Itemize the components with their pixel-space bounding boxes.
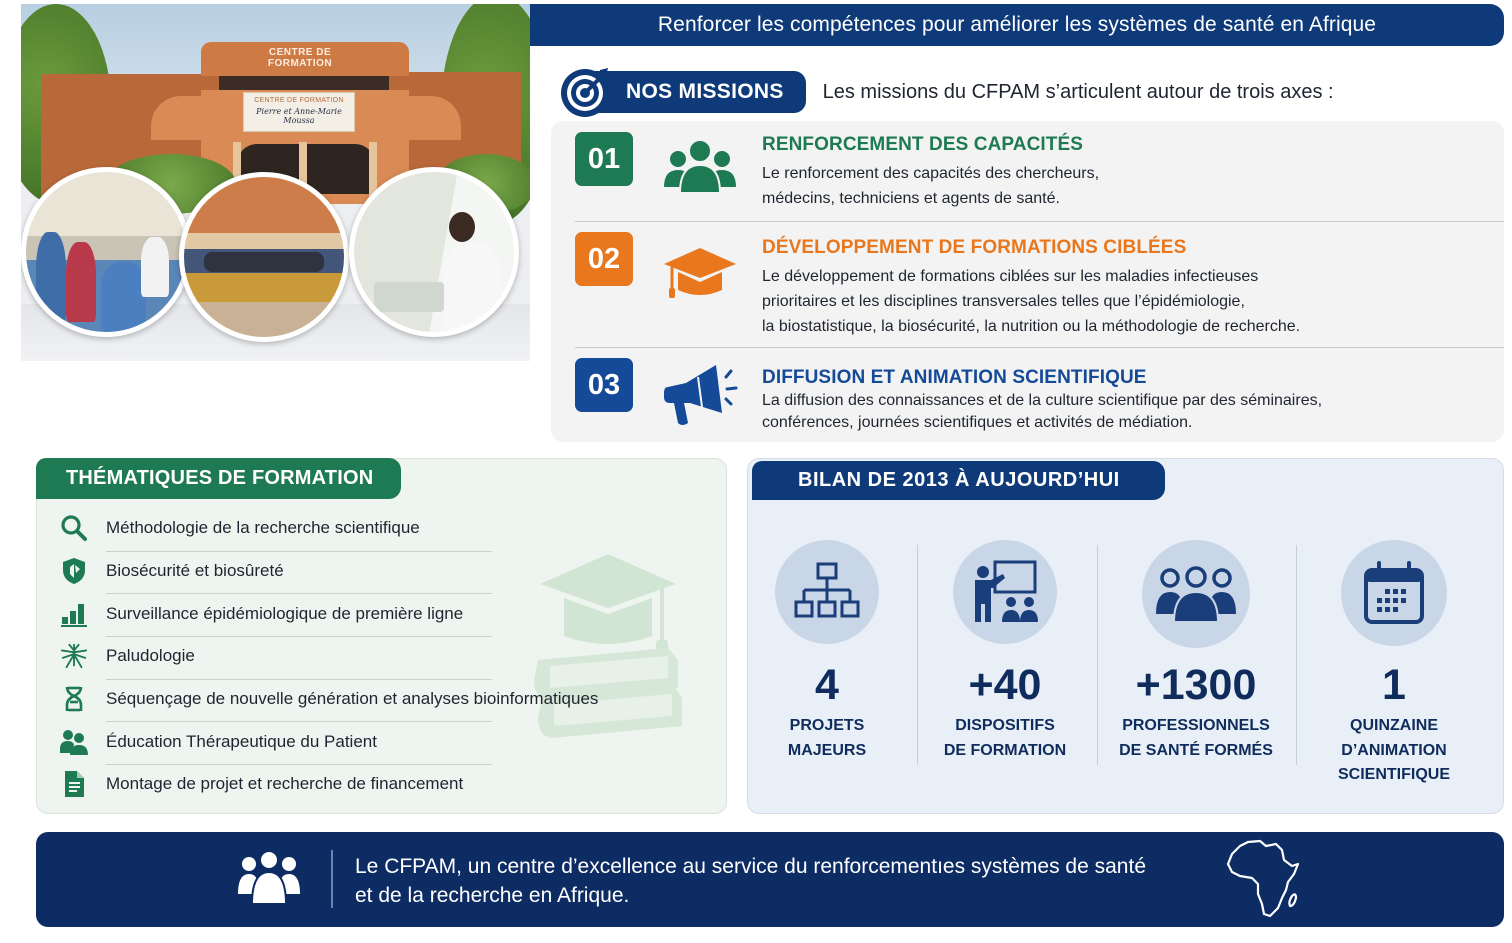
mission-description-line: prioritaires et les disciplines transversales telles que l’épidémiologie, bbox=[762, 293, 1245, 310]
missions-header bbox=[560, 66, 1334, 118]
stat-label-line: DE SANTÉ FORMÉS bbox=[1119, 741, 1273, 759]
theme-item bbox=[60, 763, 710, 806]
stat-value: +1300 bbox=[1135, 661, 1257, 709]
theme-label: Biosécurité et biosûreté bbox=[106, 561, 284, 581]
themes-list bbox=[60, 507, 710, 806]
teacher-icon bbox=[953, 540, 1057, 644]
people-group-icon bbox=[236, 850, 302, 906]
missions-intro: Les missions du CFPAM s’articulent autour de trois axes : bbox=[822, 80, 1334, 103]
dna-icon bbox=[60, 685, 88, 713]
stat-label-line: DE FORMATION bbox=[943, 741, 1067, 759]
theme-item bbox=[60, 592, 710, 635]
theme-label: Méthodologie de la recherche scientifique bbox=[106, 518, 420, 538]
mission-divider bbox=[575, 221, 1504, 222]
sign-line-2: Pierre et Anne-Marie Moussa bbox=[256, 107, 342, 125]
group-photo bbox=[179, 172, 349, 342]
stat-divider bbox=[917, 545, 918, 765]
stat-label-line: DISPOSITIFS bbox=[955, 717, 1055, 734]
sign-line-1: CENTRE DE FORMATION bbox=[254, 97, 344, 104]
mission-divider bbox=[575, 347, 1504, 348]
shield-icon bbox=[60, 557, 88, 585]
stat-label bbox=[747, 714, 907, 763]
org-chart-icon bbox=[775, 540, 879, 644]
theme-label: Montage de projet et recherche de financement bbox=[106, 774, 464, 794]
people-group-icon bbox=[658, 131, 742, 203]
stat-divider bbox=[1097, 545, 1098, 765]
photo-person bbox=[141, 237, 169, 297]
stat-professionals bbox=[1105, 540, 1287, 763]
mission-title: DIFFUSION ET ANIMATION SCIENTIFIQUE bbox=[762, 367, 1147, 388]
theme-label: Paludologie bbox=[106, 646, 195, 666]
photo-group-heads bbox=[204, 252, 324, 272]
footer-divider bbox=[331, 850, 333, 908]
photo-person bbox=[66, 242, 96, 322]
footer-tagline bbox=[355, 852, 1146, 910]
page-title: Renforcer les compétences pour améliorer les systèmes de santé en Afrique bbox=[657, 13, 1377, 36]
mission-number: 01 bbox=[575, 132, 633, 186]
stat-label-line: QUINZAINE bbox=[1350, 717, 1438, 734]
themes-title: THÉMATIQUES DE FORMATION bbox=[36, 458, 401, 499]
mission-description bbox=[762, 264, 1300, 339]
theme-label: Surveillance épidémiologique de première ligne bbox=[106, 603, 464, 623]
mission-number: 02 bbox=[575, 232, 633, 286]
stat-projects bbox=[747, 540, 907, 763]
stat-label-line: D’ANIMATION bbox=[1341, 741, 1447, 759]
mission-description bbox=[762, 390, 1322, 434]
missions-pill: NOS MISSIONS bbox=[586, 71, 806, 113]
header-banner bbox=[530, 4, 1504, 46]
stat-label-line: PROJETS bbox=[789, 717, 865, 734]
photo-building-curve-left bbox=[151, 96, 221, 140]
mission-description-line: La diffusion des connaissances et de la culture scientifique par des séminaires, bbox=[762, 392, 1323, 409]
calendar-icon bbox=[1341, 540, 1447, 646]
photo-lab-coat bbox=[442, 242, 502, 337]
mission-description-line: médecins, techniciens et agents de santé. bbox=[762, 190, 1060, 207]
lab-technician-photo bbox=[349, 167, 519, 337]
stat-label-line: MAJEURS bbox=[787, 741, 867, 759]
theme-label: Séquençage de nouvelle génération et analyses bioinformatiques bbox=[106, 689, 599, 709]
mission-title: RENFORCEMENT DES CAPACITÉS bbox=[762, 134, 1084, 155]
photo-person bbox=[101, 262, 146, 332]
stat-value: +40 bbox=[968, 661, 1042, 709]
stat-label-line: PROFESSIONNELS bbox=[1122, 717, 1270, 734]
stat-quinzaine bbox=[1313, 540, 1475, 788]
photo-lab-bench bbox=[374, 282, 444, 312]
theme-item bbox=[60, 720, 710, 763]
hero-photo-collage bbox=[21, 4, 530, 361]
stat-value: 4 bbox=[815, 661, 839, 709]
stat-dispositifs bbox=[925, 540, 1085, 763]
bilan-title: BILAN DE 2013 À AUJOURD’HUI bbox=[752, 461, 1165, 500]
megaphone-icon bbox=[658, 358, 742, 430]
mission-description-line: la biostatistique, la biosécurité, la nutrition ou la méthodologie de recherche. bbox=[762, 318, 1301, 335]
theme-item bbox=[60, 635, 710, 678]
stat-label bbox=[1313, 714, 1475, 788]
bar-chart-icon bbox=[60, 600, 88, 628]
mission-description-line: Le renforcement des capacités des chercheurs, bbox=[762, 165, 1100, 182]
footer-tagline-line: Le CFPAM, un centre d’excellence au service du renforcementıes systèmes de santé bbox=[355, 855, 1146, 878]
mission-title: DÉVELOPPEMENT DE FORMATIONS CIBLÉES bbox=[762, 237, 1187, 258]
search-icon bbox=[60, 514, 88, 542]
photo-window-band bbox=[219, 76, 389, 90]
photo-building-curve-right bbox=[391, 96, 461, 140]
photo-entrance-sign bbox=[243, 92, 355, 132]
theme-label: Éducation Thérapeutique du Patient bbox=[106, 731, 377, 751]
theme-item bbox=[60, 678, 710, 721]
africa-map-icon bbox=[1226, 838, 1308, 920]
stat-divider bbox=[1296, 545, 1297, 765]
training-session-photo bbox=[21, 167, 191, 337]
theme-item bbox=[60, 550, 710, 593]
stat-label-line: SCIENTIFIQUE bbox=[1337, 766, 1450, 783]
document-icon bbox=[60, 770, 88, 798]
stat-value: 1 bbox=[1382, 661, 1406, 709]
stat-label bbox=[925, 714, 1085, 763]
patients-icon bbox=[60, 728, 88, 756]
theme-item bbox=[60, 507, 710, 550]
target-icon bbox=[560, 66, 612, 118]
mission-number: 03 bbox=[575, 358, 633, 412]
photo-roof-sign: CENTRE DE FORMATION bbox=[267, 47, 333, 69]
mission-description bbox=[762, 161, 1099, 211]
mosquito-icon bbox=[60, 642, 88, 670]
stat-label bbox=[1105, 714, 1287, 763]
footer-tagline-line: et de la recherche en Afrique. bbox=[355, 884, 630, 907]
mission-description-line: conférences, journées scientifiques et activités de médiation. bbox=[762, 414, 1193, 431]
mission-description-line: Le développement de formations ciblées sur les maladies infectieuses bbox=[762, 268, 1259, 285]
missions-list bbox=[551, 121, 1504, 442]
photo-person bbox=[36, 232, 66, 322]
photo-person-head bbox=[449, 212, 475, 242]
footer-banner bbox=[36, 832, 1504, 927]
people-group-icon bbox=[1142, 540, 1250, 648]
graduation-cap-icon bbox=[658, 238, 742, 310]
